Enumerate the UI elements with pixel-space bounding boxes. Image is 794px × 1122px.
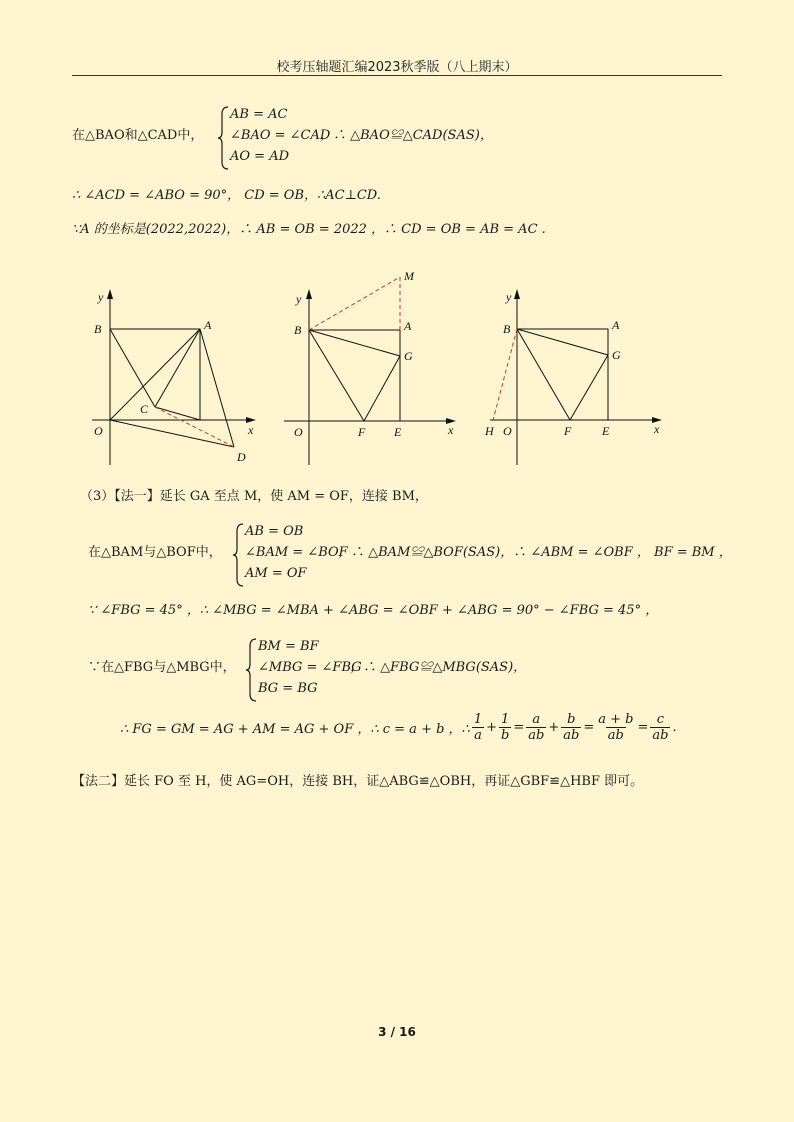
fig1-label: C — [140, 402, 149, 416]
fig2-label: x — [448, 423, 454, 437]
fig1-label: A — [204, 318, 212, 332]
fig2-label: y — [296, 292, 302, 306]
final-equation — [120, 712, 677, 743]
method-two: 【法二】延长 FO 至 H，使 AG=OH，连接 BH，证△ABG≌△OBH，再证△GBF≌△HBF 即可。 — [72, 774, 644, 789]
header-divider — [72, 75, 722, 76]
fig2-label: O — [294, 425, 303, 439]
fig3-label: H — [485, 424, 494, 438]
fraction: $\frac{a + b}{ab}$ — [598, 712, 634, 743]
fig3-label: A — [612, 318, 620, 332]
line-fbg: ∵ ∠FBG = 45° ，∴ ∠MBG = ∠MBA + ∠ABG = ∠OBF + ∠ABG = 90° − ∠FBG = 45° ， — [88, 603, 659, 618]
block3-row: BG = BG — [258, 681, 318, 696]
block3-rows — [258, 636, 362, 699]
page-number: 3 / 16 — [378, 1025, 416, 1039]
block1-rows — [230, 104, 330, 167]
fig2-label: F — [358, 425, 366, 439]
fig3-label: F — [564, 424, 572, 438]
block3-row: BM = BF — [258, 639, 319, 654]
part3-intro: （3）【法一】延长 GA 至点 M，使 AM = OF，连接 BM， — [80, 489, 428, 504]
fig3-label: y — [506, 290, 512, 304]
block1-conclusion: ，∴ △BAO≌△CAD(SAS)， — [320, 128, 493, 143]
fraction: $\frac{b}{ab}$ — [563, 712, 580, 743]
block1-row: AO = AD — [230, 149, 290, 164]
fig3-label: G — [612, 348, 621, 362]
block2-prefix: 在△BAM与△BOF中， — [88, 545, 222, 560]
figure-2 — [282, 268, 462, 473]
fig2-label: E — [394, 425, 402, 439]
block3-prefix: ∵在△FBG与△MBG中， — [88, 660, 236, 675]
period: . — [672, 720, 677, 735]
plus-sign: + — [486, 720, 498, 735]
figure-3 — [480, 285, 670, 475]
plus-sign: + — [548, 720, 560, 735]
block2-conclusion: ，∴ △BAM≌△BOF(SAS)，∴ ∠ABM = ∠OBF ， BF = BM ， — [338, 545, 732, 560]
fraction: $\frac{1}{a}$ — [473, 712, 483, 743]
block2-rows — [245, 521, 348, 584]
fraction: $\frac{1}{b}$ — [501, 712, 510, 743]
fig1-label: x — [248, 423, 254, 437]
fraction: $\frac{a}{ab}$ — [528, 712, 545, 743]
fig1-label: O — [94, 424, 103, 438]
block2-row: ∠BAM = ∠BOF — [245, 545, 348, 560]
fig3-label: E — [602, 424, 610, 438]
block3-conclusion: ，∴ △FBG≌△MBG(SAS)， — [350, 660, 527, 675]
fig1-label: D — [237, 450, 246, 464]
fig2-label: M — [404, 269, 414, 283]
block2-row: AM = OF — [245, 566, 307, 581]
equals-sign: = — [637, 720, 649, 735]
fig1-label: B — [94, 322, 102, 336]
page-header: 校考压轴题汇编2023秋季版（八上期末） — [276, 60, 518, 75]
fig1-label: y — [98, 290, 104, 304]
block2-row: AB = OB — [245, 524, 304, 539]
final-text: ∴ FG = GM = AG + AM = AG + OF ，∴ c = a + b ，∴ — [120, 722, 470, 737]
equals-sign: = — [583, 720, 595, 735]
fraction: $\frac{c}{ab}$ — [652, 712, 669, 743]
brace-icon — [233, 523, 245, 587]
fig2-label: G — [404, 349, 413, 363]
block1-row: AB = AC — [230, 107, 288, 122]
fig3-label: O — [503, 424, 512, 438]
equals-sign: = — [513, 720, 525, 735]
figure-1 — [82, 285, 262, 475]
fig2-label: B — [294, 323, 302, 337]
block1-prefix: 在△BAO和△CAD中， — [72, 128, 204, 143]
fig2-label: A — [404, 319, 412, 333]
block1-row: ∠BAO = ∠CAD — [230, 128, 331, 143]
brace-icon — [218, 106, 230, 170]
line-coordinates: ∵A 的坐标是(2022,2022)，∴ AB = OB = 2022 ，∴ CD = OB = AB = AC . — [72, 222, 546, 237]
line-perpendicular: ∴ ∠ACD = ∠ABO = 90°， CD = OB，∴AC⊥CD. — [72, 188, 381, 203]
fig3-label: B — [503, 322, 511, 336]
brace-icon — [246, 638, 258, 702]
block3-row: ∠MBG = ∠FBG — [258, 660, 362, 675]
fig3-label: x — [654, 422, 660, 436]
